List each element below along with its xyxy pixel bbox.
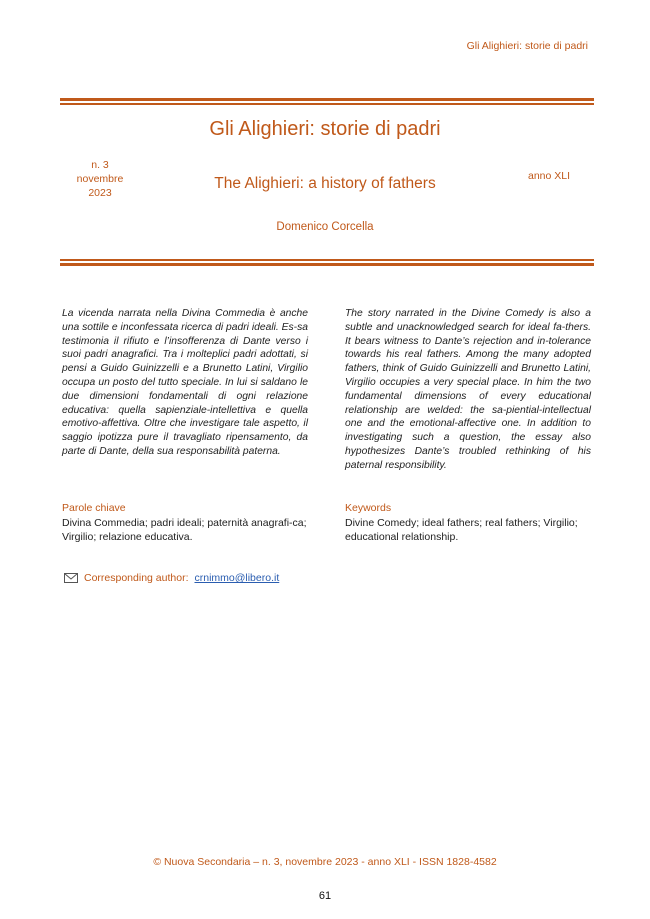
article-subtitle: The Alighieri: a history of fathers (214, 175, 436, 192)
header-rule-thin-bottom (60, 259, 594, 261)
mail-icon (64, 573, 78, 583)
issue-number: n. 3 (91, 159, 109, 171)
keywords-en-title: Keywords (345, 502, 392, 514)
page-footer: © Nuova Secondaria – n. 3, novembre 2023 - anno XLI - ISSN 1828-4582 (153, 856, 497, 868)
corresponding-author (64, 572, 279, 584)
keywords-it-text: Divina Commedia; padri ideali; paternità anagrafi-ca; Virgilio; relazione educativa. (62, 517, 307, 543)
article-title: Gli Alighieri: storie di padri (209, 118, 441, 140)
corresponding-label: Corresponding author: (84, 572, 189, 584)
header-rule-thick-bottom (60, 263, 594, 266)
running-head: Gli Alighieri: storie di padri (466, 40, 588, 52)
page-number: 61 (318, 890, 332, 902)
abstract-english: The story narrated in the Divine Comedy is also a subtle and unacknowledged search for ideal fa-thers. It bears witness to Dante’s rejection and in-tolerance towards his real fathers. Among the many adopted fathers, think of Guido Guinizzelli and Brunetto Latini, Virgilio occupies a very special place. In him the two fundamental dimensions of every educational relationship are welded: the sa-piential-intellectual one and the emotional-affective one. In addition to investigating such a question, the essay also hypothesizes Dante’s troubled rethinking of his paternal responsibility. (345, 308, 591, 471)
corresponding-email-link[interactable]: crnimmo@libero.it (194, 572, 280, 584)
anno-label: anno XLI (528, 170, 571, 182)
issue-month: novembre (76, 173, 124, 185)
author-name: Domenico Corcella (276, 221, 374, 233)
issue-year: 2023 (88, 187, 112, 199)
header-rule-thick-top (60, 98, 594, 101)
keywords-en-text: Divine Comedy; ideal fathers; real fathers; Virgilio; educational relationship. (345, 517, 578, 543)
abstract-italian: La vicenda narrata nella Divina Commedia è anche una sottile e inconfessata ricerca di padri ideali. Es-sa testimonia il rifiuto e l’insofferenza di Dante verso i suoi padri anagrafici. Tra i molteplici padri adottati, si pensi a Guido Guinizzelli e a Brunetto Latini, Virgilio occupa un posto del tutto speciale. In lui si saldano le due dimensioni fondamentali di ogni relazione educativa: quella sapienziale-intellettiva e quella emotivo-affettiva. Oltre che investigare tale aspetto, il saggio ipotizza pure il travagliato ripensamento, da parte di Dante, della sua responsabilità paterna. (62, 308, 308, 457)
keywords-it-title: Parole chiave (62, 502, 126, 514)
header-rule-thin-top (60, 103, 594, 105)
